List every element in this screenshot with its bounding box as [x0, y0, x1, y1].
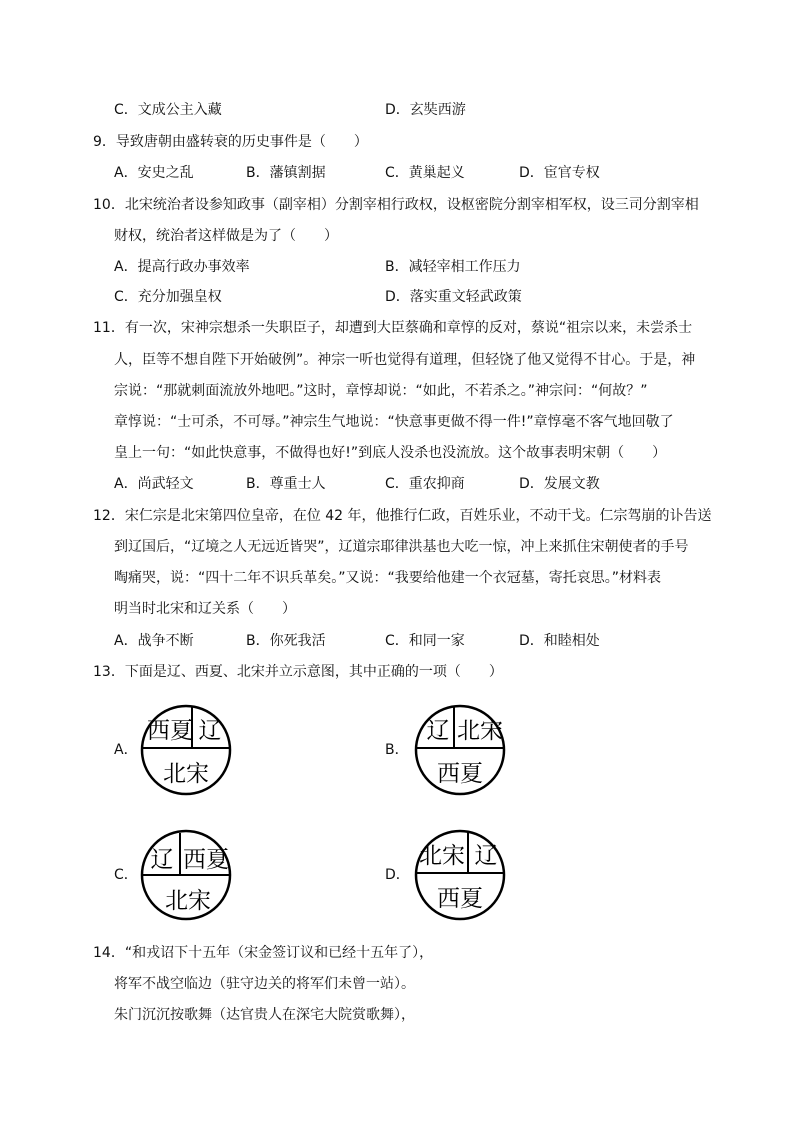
diagram-d-top-right: 辽 — [474, 843, 498, 869]
q10-stem-line-1: 10．北宋统治者设参知政事（副宰相）分割宰相行政权，设枢密院分割宰相军权，设三司分割宰相 — [93, 197, 699, 213]
q12-option-c: C．和同一家 — [385, 633, 465, 649]
diagram-b-bottom: 西夏 — [437, 761, 483, 787]
q13-stem: 13．下面是辽、西夏、北宋并立示意图，其中正确的一项（ ） — [93, 664, 503, 680]
q12-stem-line-4: 明当时北宋和辽关系（ ） — [114, 601, 296, 617]
q14-stem-line-3: 朱门沉沉按歌舞（达官贵人在深宅大院赏歌舞）， — [114, 1007, 415, 1023]
q13-option-d-label: D． — [385, 867, 410, 883]
diagram-d-bottom: 西夏 — [437, 886, 483, 912]
q11-option-b: B．尊重士人 — [246, 476, 326, 492]
q12-option-b: B．你死我活 — [246, 633, 326, 649]
diagram-c-top-left: 辽 — [150, 847, 174, 873]
q12-option-d: D．和睦相处 — [519, 633, 600, 649]
q14-stem-line-2: 将军不战空临边（驻守边关的将军们未曾一站）。 — [114, 976, 415, 992]
q8-option-c: C．文成公主入藏 — [114, 102, 222, 118]
q13-option-b-label: B． — [385, 742, 409, 758]
diagram-a-top-right: 辽 — [198, 718, 222, 744]
q10-option-a: A．提高行政办事效率 — [114, 259, 250, 275]
q11-stem-line-5: 皇上一句：“如此快意事，不做得也好!”到底人没杀也没流放。这个故事表明宋朝（ ） — [114, 445, 667, 461]
q9-option-b: B．藩镇割据 — [246, 165, 326, 181]
q10-option-c: C．充分加强皇权 — [114, 289, 222, 305]
q11-option-a: A．尚武轻文 — [114, 476, 194, 492]
q9-option-a: A．安史之乱 — [114, 165, 194, 181]
q11-option-c: C．重农抑商 — [385, 476, 465, 492]
diagram-c-bottom: 北宋 — [165, 888, 211, 914]
q11-stem-line-1: 11．有一次，宋神宗想杀一失职臣子，却遭到大臣蔡确和章惇的反对，蔡说“祖宗以来，未尝杀士 — [93, 320, 693, 336]
q13-map-diagram-b — [410, 698, 510, 802]
q9-stem: 9．导致唐朝由盛转衰的历史事件是（ ） — [93, 134, 368, 150]
diagram-d-top-left: 北宋 — [419, 843, 465, 869]
q12-option-a: A．战争不断 — [114, 633, 194, 649]
diagram-b-top-left: 辽 — [426, 718, 450, 744]
diagram-c-top-right: 西夏 — [183, 847, 229, 873]
q10-option-d: D．落实重文轻武政策 — [385, 289, 522, 305]
q11-stem-line-3: 宗说：“那就刺面流放外地吧。”这时，章惇却说：“如此，不若杀之。”神宗问：“何故？” — [114, 383, 648, 399]
q11-stem-line-4: 章惇说：“士可杀，不可辱。”神宗生气地说：“快意事更做不得一件!”章惇毫不客气地回敬了 — [114, 414, 674, 430]
q12-stem-line-2: 到辽国后，“辽境之人无远近皆哭”，辽道宗耶律洪基也大吃一惊，冲上来抓住宋朝使者的手号 — [114, 539, 689, 555]
q10-stem-line-2: 财权，统治者这样做是为了（ ） — [114, 228, 338, 244]
diagram-a-top-left: 西夏 — [147, 718, 193, 744]
diagram-b-top-right: 北宋 — [457, 718, 503, 744]
q10-option-b: B．减轻宰相工作压力 — [385, 259, 521, 275]
q14-stem-line-1: 14．“和戎诏下十五年（宋金签订议和已经十五年了）， — [93, 945, 434, 961]
q13-option-a-label: A． — [114, 742, 138, 758]
q12-stem-line-3: 啕痛哭，说：“四十二年不识兵革矣。”又说：“我要给他建一个衣冠墓，寄托哀思。”材料表 — [114, 570, 662, 586]
q13-map-diagram-d — [410, 823, 510, 927]
q13-map-diagram-c — [136, 823, 236, 927]
q9-option-d: D．宦官专权 — [519, 165, 600, 181]
q8-option-d: D．玄奘西游 — [385, 102, 466, 118]
q11-stem-line-2: 人，臣等不想自陛下开始破例”。神宗一听也觉得有道理，但轻饶了他又觉得不甘心。于是，神 — [114, 352, 696, 368]
q12-stem-line-1: 12．宋仁宗是北宋第四位皇帝，在位 42 年，他推行仁政，百姓乐业，不动干戈。仁宗驾崩的讣告送 — [93, 508, 712, 524]
q9-option-c: C．黄巢起义 — [385, 165, 465, 181]
q13-option-c-label: C． — [114, 867, 138, 883]
diagram-a-bottom: 北宋 — [163, 761, 209, 787]
q13-map-diagram-a — [136, 698, 236, 802]
q11-option-d: D．发展文教 — [519, 476, 600, 492]
